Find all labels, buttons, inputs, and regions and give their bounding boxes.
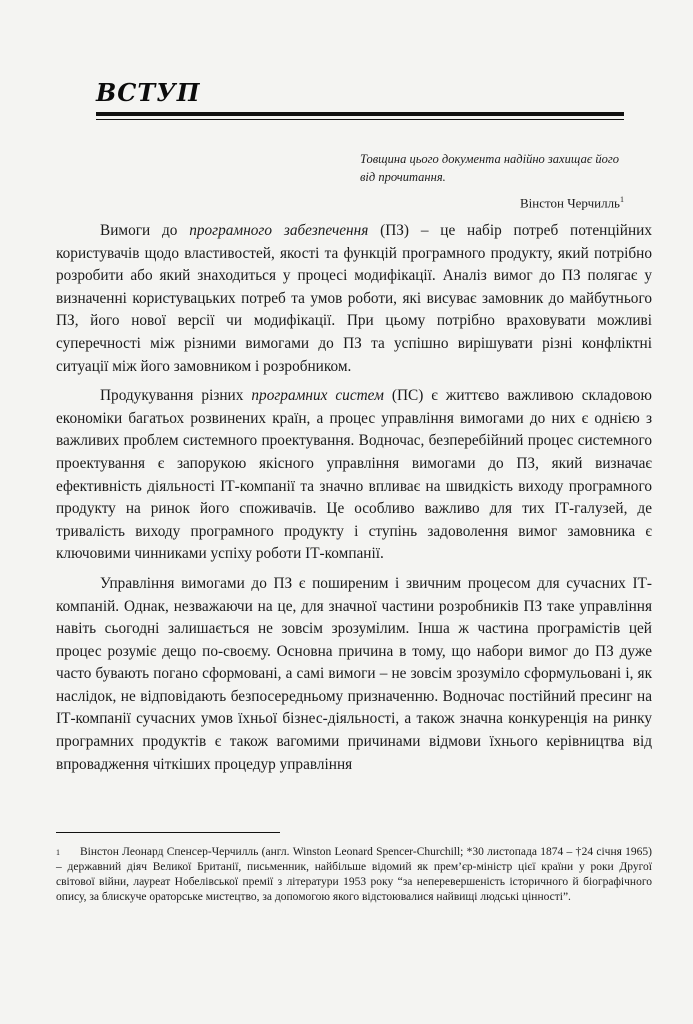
footnote-reference: 1 [620,195,624,204]
term-italic: програмних систем [251,387,384,405]
footnote [56,845,652,905]
paragraph-1: Вимоги до програмного забезпечення (ПЗ) – це набір потреб потенційних користувачів щодо властивостей, якості та функцій програмного продукту, який потрібно розробити або який знаходиться у процесі модифікації. Аналіз вимог до ПЗ полягає у визначенні користувацьких потреб та умов роботи, які висуває замовник до майбутнього ПЗ, його нової версії чи модифікації. При цьому потрібно враховувати можливі суперечності між різними вимогами до ПЗ та успішно вирішувати різні конфліктні ситуації між його замовником і розробником. [56,222,652,375]
paragraph-2: Продукування різних програмних систем (ПС) є життєво важливою складовою економіки багатьох розвинених країн, а процес управління вимогами до них є однією з важливих проблем системного проектування. Водночас, безперебійний процес системного проектування є запорукою якісного управління вимогами до ПЗ, який визначає ефективність діяльності ІТ-компанії та значно впливає на швидкість виходу програмного продукту на ринок його споживачів. Це особливо важливо для тих ІТ-галузей, де тривалість виходу програмного продукту і ступінь задоволення вимог замовника є ключовими чинниками успіху роботи ІТ-компанії. [56,387,652,563]
epigraph-author [360,195,624,211]
footnote-divider [56,832,280,833]
term-italic: програмного забезпечення [189,222,369,239]
paragraph-3: Управління вимогами до ПЗ є поширеним і звичним процесом для сучасних ІТ-компаній. Однак, незважаючи на це, для значної частини розробників ПЗ таке управління навіть сьогодні залишається не зовсім зрозумілим. Інша ж частина програмістів цей процес розуміє дещо по-своєму. Основна причина в тому, що набори вимог до ПЗ дуже часто бувають погано сформовані, а самі вимоги – не зовсім зрозуміло сформульовані і, як наслідок, не відповідають безпосередньому призначенню. Водночас постійний пресинг на ІТ-компанії сучасних умов їхньої бізнес-діяльності, а також значна конкуренція на ринку програмних продуктів є також вагомими причинами відмови їхнього керівництва від впровадження чіткіших процедур управління [56,574,652,773]
footnote-text: Вінстон Леонард Спенсер-Черчилль (англ. Winston Leonard Spencer-Churchill; *30 листопада 1874 – †24 січня 1965) – державний діяч Великої Британії, письменник, найбільше відомий як прем’єр-міністр цієї країни у роки Другої світової війни, лауреат Нобелівської премії з літератури 1953 року “за неперевершеність історичного й біографічного опису, за блискуче ораторське мистецтво, за допомогою якого відстоювалися найвищі людські цінності”. [56,846,652,903]
heading-rule-thin [96,119,624,120]
footnote-mark: 1 [56,848,60,857]
heading-rule-thick [96,112,624,116]
chapter-heading: ВСТУП [96,78,201,107]
epigraph-quote: Товщина цього документа надійно захищає його від прочитання. [360,152,620,184]
epigraph-author-name: Вінстон Черчилль [519,195,620,211]
body-text [56,220,652,783]
